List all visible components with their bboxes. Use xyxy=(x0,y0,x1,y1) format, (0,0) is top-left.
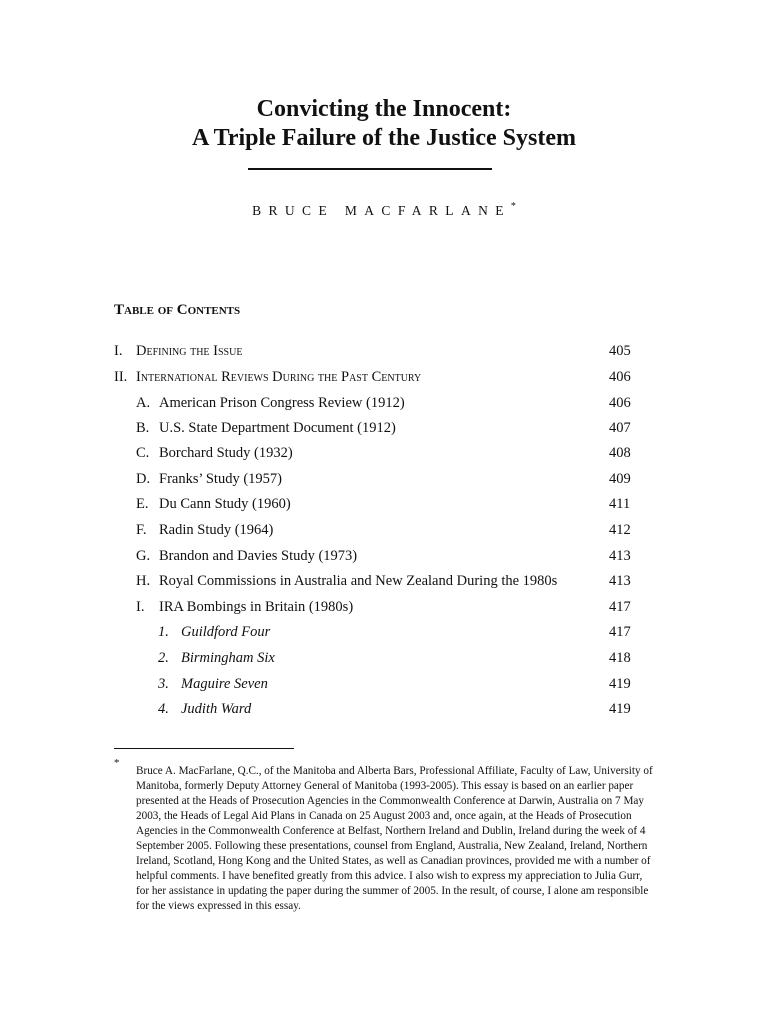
toc-entry-number: II. xyxy=(114,369,128,385)
toc-entry[interactable] xyxy=(0,624,768,644)
toc-entry-number: 3. xyxy=(158,676,169,692)
toc-entry-page: 413 xyxy=(609,573,631,589)
title-line-1: Convicting the Innocent: xyxy=(256,96,512,122)
toc-entry-page: 417 xyxy=(609,624,631,640)
toc-entry-number: G. xyxy=(136,548,151,564)
toc-entry-number: A. xyxy=(136,395,151,411)
toc-entry-number: B. xyxy=(136,420,150,436)
toc-entry[interactable] xyxy=(0,701,768,721)
toc-entry[interactable] xyxy=(0,522,768,542)
footnote-mark: * xyxy=(114,757,120,769)
toc-entry-label: Borchard Study (1932) xyxy=(159,445,293,461)
toc-entry-page: 418 xyxy=(609,650,631,666)
toc-entry[interactable] xyxy=(0,573,768,593)
toc-entry[interactable] xyxy=(0,343,768,363)
toc-entry-number: 1. xyxy=(158,624,169,640)
toc-entry-label: U.S. State Department Document (1912) xyxy=(159,420,396,436)
toc-entry-number: I. xyxy=(136,599,145,615)
toc-entry[interactable] xyxy=(0,650,768,670)
toc-entry-page: 419 xyxy=(609,701,631,717)
toc-entry-page: 405 xyxy=(609,343,631,359)
toc-entry-number: C. xyxy=(136,445,150,461)
toc-entry-label: Birmingham Six xyxy=(181,650,275,666)
toc-entry-page: 406 xyxy=(609,369,631,385)
toc-entry[interactable] xyxy=(0,445,768,465)
toc-entry-number: E. xyxy=(136,496,149,512)
toc-entry-page: 411 xyxy=(609,496,631,512)
toc-entry-number: I. xyxy=(114,343,123,359)
toc-entry-number: 2. xyxy=(158,650,169,666)
toc-entry-label: IRA Bombings in Britain (1980s) xyxy=(159,599,354,615)
toc-entry-label: Maguire Seven xyxy=(181,676,268,692)
toc-entry[interactable] xyxy=(0,599,768,619)
toc-heading: Table of Contents xyxy=(114,302,241,318)
toc-entry-label: Radin Study (1964) xyxy=(159,522,274,538)
title-line-2: A Triple Failure of the Justice System xyxy=(192,125,576,151)
toc-entry-page: 417 xyxy=(609,599,631,615)
toc-entry-number: D. xyxy=(136,471,151,487)
toc-entry[interactable] xyxy=(0,395,768,415)
toc-entry-number: F. xyxy=(136,522,147,538)
toc-entry[interactable] xyxy=(0,496,768,516)
author-name: BRUCE MACFARLANE xyxy=(252,203,511,218)
toc-entry-page: 409 xyxy=(609,471,631,487)
toc-entry-page: 408 xyxy=(609,445,631,461)
toc-entry-label: Du Cann Study (1960) xyxy=(159,496,291,512)
toc-entry-label: Judith Ward xyxy=(181,701,252,717)
toc-entry-page: 406 xyxy=(609,395,631,411)
toc-entry[interactable] xyxy=(0,471,768,491)
toc-entry-page: 413 xyxy=(609,548,631,564)
toc-entry-number: H. xyxy=(136,573,151,589)
toc-entry-page: 419 xyxy=(609,676,631,692)
footnote-text: Bruce A. MacFarlane, Q.C., of the Manitoba and Alberta Bars, Professional Affiliate, Faculty of Law, University of Manitoba, formerly Deputy Attorney General of Manitoba (1993-2005). This essay is based on an earlier paper presented at the Heads of Prosecution Agencies in the Commonwealth Conference at Darwin, Australia on 7 May 2003, the Heads of Legal Aid Plans in Canada on 25 August 2003 and, once again, at the Heads of Prosecution Agencies in the Commonwealth Conference at Belfast, Northern Ireland and Dublin, Ireland during the week of 4 September 2005. Following these presentations, counsel from England, Australia, New Zealand, Ireland, Northern Ireland, Scotland, Hong Kong and the United States, as well as Canadian provinces, provided me with a number of helpful comments. I have benefited greatly from this advice. I also wish to express my appreciation to Julia Gurr, for her assistance in updating the paper during the summer of 2005. In the result, of course, I alone am responsible for the views expressed in this essay. xyxy=(136,765,653,912)
toc-entry-label: Brandon and Davies Study (1973) xyxy=(159,548,358,564)
author-byline xyxy=(0,203,768,219)
toc-entry[interactable] xyxy=(0,676,768,696)
toc-entry[interactable] xyxy=(0,548,768,568)
toc-entry-label: Royal Commissions in Australia and New Zealand During the 1980s xyxy=(159,573,558,589)
footnote-divider xyxy=(114,748,294,749)
toc-entry-label: Franks’ Study (1957) xyxy=(159,471,282,487)
toc-entry-page: 412 xyxy=(609,522,631,538)
toc-entry-label: International Reviews During the Past Century xyxy=(136,369,422,385)
toc-entry[interactable] xyxy=(0,369,768,389)
toc-entry-label: Defining the Issue xyxy=(136,343,243,359)
toc-entry-page: 407 xyxy=(609,420,631,436)
author-footnote-mark[interactable]: * xyxy=(510,201,516,212)
title-divider xyxy=(248,168,492,170)
toc-entry-label: American Prison Congress Review (1912) xyxy=(159,395,405,411)
toc-entry-number: 4. xyxy=(158,701,169,717)
toc-entry-label: Guildford Four xyxy=(181,624,271,640)
toc-entry[interactable] xyxy=(0,420,768,440)
